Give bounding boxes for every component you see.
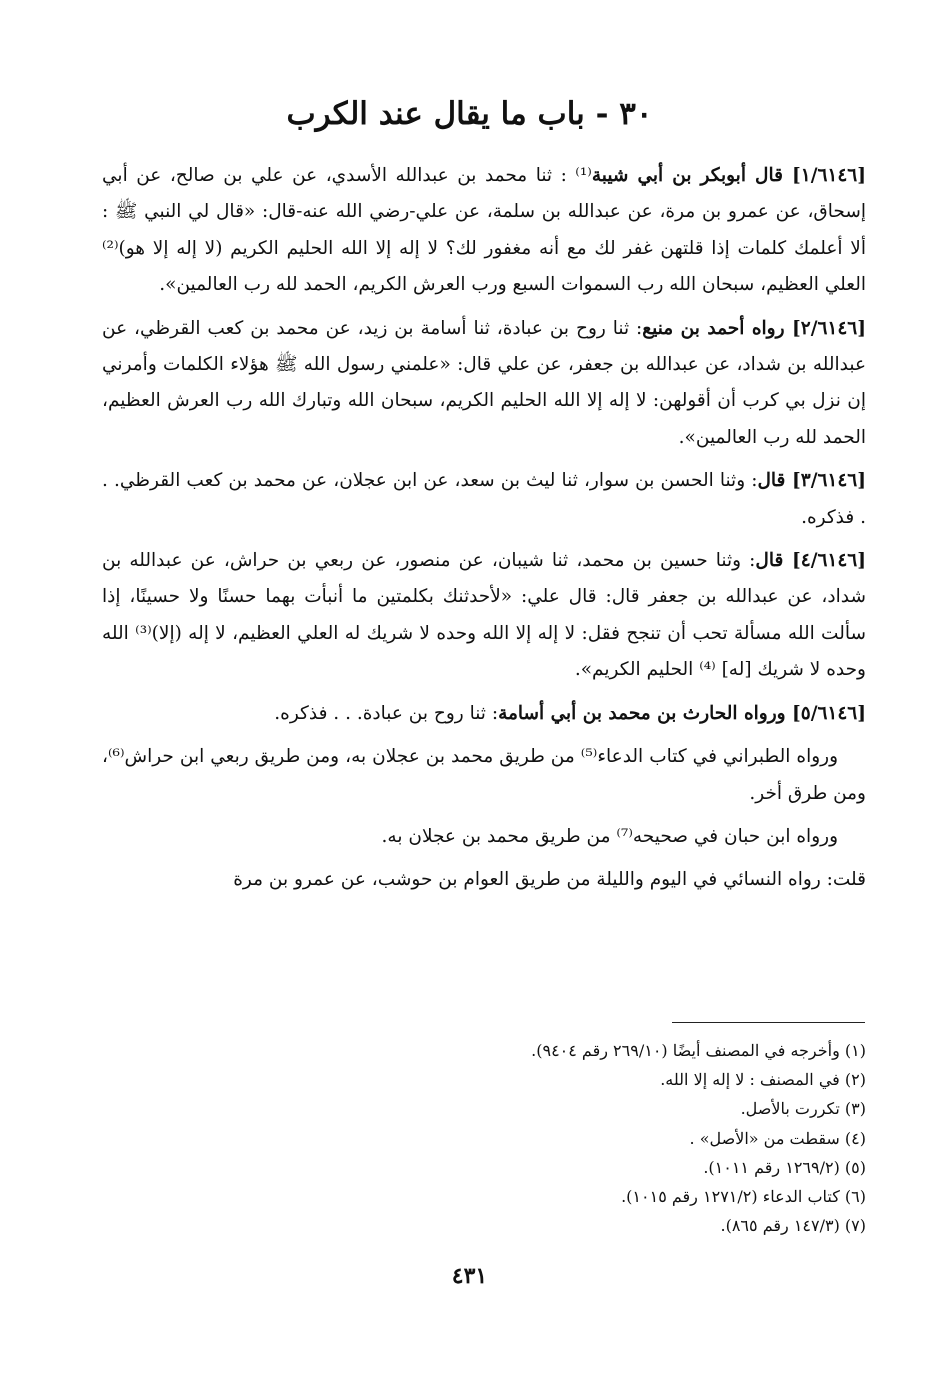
hadith-label: [١/٦١٤٦] قال أبوبكر بن أبي شيبة — [591, 165, 866, 186]
hadith-text: ⁽¹⁾ : ثنا محمد بن عبدالله الأسدي، عن علي بن صالح، عن أبي إسحاق، عن عمرو بن مرة، عن عبدالله بن سلمة، عن علي-رضي الله عنه-قال: «قال لي النبي ﷺ : ألا أعلمك كلمات إذا قلتهن غفر لك مع أنه مغفور لك؟ لا إله إلا الله الحليم الكريم (لا إله إلا هو)⁽²⁾ العلي العظيم، سبحان الله رب السموات السبع ورب العرش الكريم، الحمد لله رب العالمين». — [102, 165, 866, 296]
hadith-text: : وثنا الحسن بن سوار، ثنا ليث بن سعد، عن ابن عجلان، عن محمد بن كعب القرظي. . . فذكره. — [102, 470, 866, 528]
footnote-item: (٢) في المصنف : لا إله إلا الله. — [660, 1070, 866, 1090]
footnote-separator — [672, 1022, 865, 1023]
footnote-item: (١) وأخرجه في المصنف أيضًا (٢٦٩/١٠ رقم ٩٤٠٤). — [531, 1041, 866, 1060]
hadith-text: : ثنا روح بن عبادة، ثنا أسامة بن زيد، عن محمد بن كعب القرظي، عن عبدالله بن شداد، عن عبدالله بن جعفر، عن علي قال: «علمني رسول الله ﷺ هؤلاء الكلمات وأمرني إن نزل بي كرب أن أقولهن: لا إله إلا الله الحليم الكريم، سبحان الله وتبارك الله رب العرش العظيم، الحمد لله رب العالمين». — [102, 317, 866, 448]
hadith-label: [٢/٦١٤٦] رواه أحمد بن منيع — [642, 317, 866, 339]
commentary-paragraph — [102, 819, 866, 855]
footnote-item: (٧) (١٤٧/٣ رقم ٨٦٥). — [720, 1216, 866, 1236]
main-text — [102, 158, 866, 906]
footnotes-list — [226, 1036, 866, 1240]
footnote-item: (٤) سقطت من «الأصل» . — [689, 1128, 866, 1148]
hadith-label: [٤/٦١٤٦] قال — [755, 550, 866, 572]
hadith-text: : وثنا حسين بن محمد، ثنا شيبان، عن منصور، عن ربعي بن حراش، عن عبدالله بن شداد، عن عبدالله بن جعفر قال: قال علي: «لأحدثنك بكلمتين ما أنبأت بهما حسنًا ولا حسينًا، إذا سألت الله مسألة تحب أن تنجح فقل: لا إله إلا الله وحده لا شريك له العلي العظيم، لا إله (إلا)⁽³⁾ الله وحده لا شريك [له] ⁽⁴⁾ الحليم الكريم». — [102, 550, 866, 681]
hadith-paragraph — [102, 311, 866, 457]
commentary-text: ورواه ابن حبان في صحيحه⁽⁷⁾ من طريق محمد بن عجلان به. — [381, 825, 838, 847]
hadith-paragraph — [102, 543, 866, 689]
hadith-label: [٥/٦١٤٦] ورواه الحارث بن محمد بن أبي أسامة — [498, 702, 866, 724]
commentary-text: قلت: رواه النسائي في اليوم والليلة من طريق العوام بن حوشب، عن عمرو بن مرة — [233, 869, 866, 891]
hadith-paragraph — [102, 696, 866, 732]
hadith-label: [٣/٦١٤٦] قال — [757, 470, 867, 492]
commentary-text: ورواه الطبراني في كتاب الدعاء⁽⁵⁾ من طريق محمد بن عجلان به، ومن طريق ربعي ابن حراش⁽⁶⁾، ومن طرق أخر. — [102, 746, 866, 804]
footnote-item: (٥) (١٢٦٩/٢ رقم ١٠١١). — [703, 1157, 866, 1177]
commentary-paragraph — [102, 739, 866, 812]
hadith-text: : ثنا روح بن عبادة. . . فذكره. — [274, 702, 499, 724]
chapter-title: ٣٠ - باب ما يقال عند الكرب — [286, 96, 653, 132]
footnote-item: (٣) تكررت بالأصل. — [740, 1099, 866, 1119]
hadith-paragraph — [102, 158, 866, 304]
footnote-item: (٦) كتاب الدعاء (١٢٧١/٢ رقم ١٠١٥). — [621, 1187, 866, 1207]
hadith-paragraph — [102, 463, 866, 536]
commentary-paragraph — [102, 862, 866, 898]
page-number: ٤٣١ — [451, 1263, 488, 1289]
